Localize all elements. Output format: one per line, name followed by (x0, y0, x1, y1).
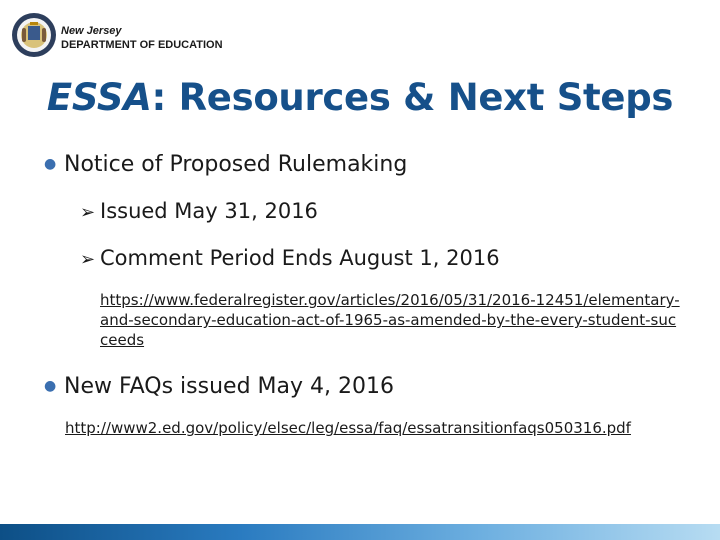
bullet-text: New FAQs issued May 4, 2016 (64, 374, 394, 399)
arrow-bullet-icon: ➢ (80, 202, 96, 223)
sub-item (80, 199, 318, 223)
sub-item (80, 246, 500, 270)
arrow-bullet-icon: ➢ (80, 249, 96, 270)
slide-title-acronym: ESSA (46, 76, 152, 119)
bullet-item (44, 374, 394, 399)
org-name (61, 24, 223, 52)
sub-item-text: Comment Period Ends August 1, 2016 (100, 246, 500, 270)
org-department-label: DEPARTMENT OF EDUCATION (61, 39, 223, 51)
bullet-text: Notice of Proposed Rulemaking (64, 152, 408, 177)
ed-gov-faq-link[interactable]: http://www2.ed.gov/policy/elsec/leg/essa/faq/essatransitionfaqs050316.pdf (65, 419, 631, 437)
nj-seal (11, 12, 57, 58)
footer-bar (0, 524, 720, 540)
federal-register-link[interactable]: https://www.federalregister.gov/articles/2016/05/31/2016-12451/elementary-and-secondary-education-act-of-1965-as-amended-by-the-every-student-succeeds (100, 291, 680, 349)
bullet-dot-icon: ● (44, 378, 57, 394)
nj-state-seal-icon (11, 12, 57, 58)
slide-title-rest: : Resources & Next Steps (151, 76, 674, 119)
slide-title (0, 76, 720, 119)
bullet-dot-icon: ● (44, 156, 57, 172)
org-state-label: New Jersey (61, 25, 122, 37)
sub-item-text: Issued May 31, 2016 (100, 199, 318, 223)
bullet-item (44, 152, 407, 177)
